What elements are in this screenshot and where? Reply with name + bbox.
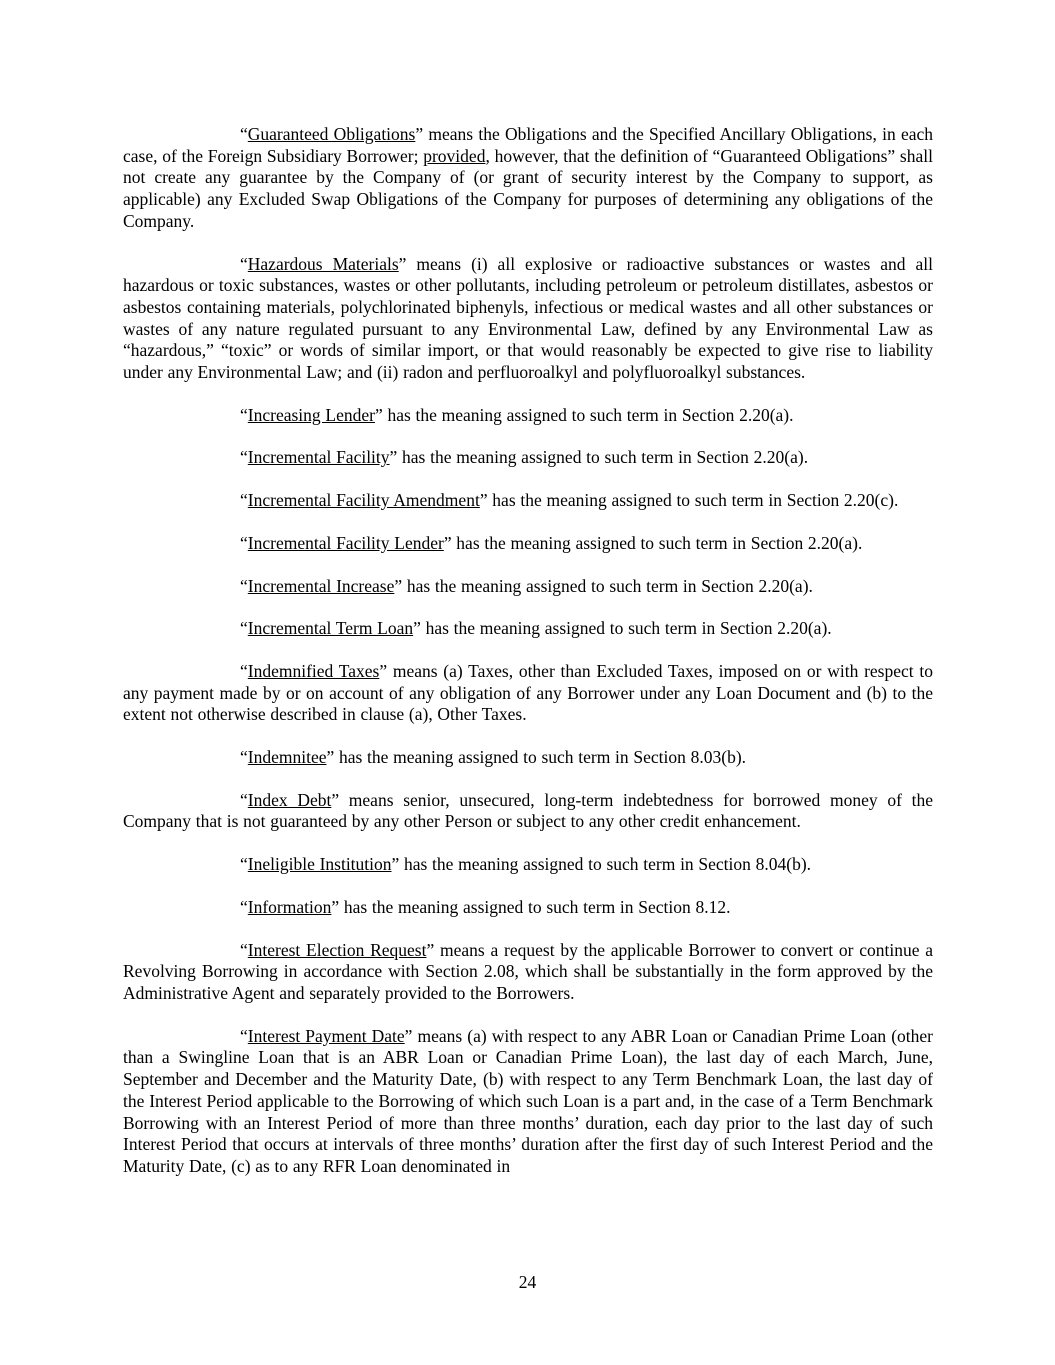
defined-term: Hazardous Materials [247,253,399,274]
document-body [123,124,933,1199]
body-text-segment: “ [240,1025,248,1046]
body-text-segment: “ [240,124,248,144]
body-text-segment: , however, that the definition of “Guaranteed Obligations” shall not create any guarantee by the Company of (or grant of security interest by the Company to support, as applicable) any Excluded Swap Obligations of the Company for purposes of determining any obligations of the Company. [123,145,933,231]
defined-term: Incremental Facility Lender [247,532,444,553]
definition-paragraph [123,533,933,555]
definition-paragraph [123,618,933,640]
definition-paragraph [123,124,933,233]
body-text-segment: “ [240,490,248,511]
body-text-segment: “ [240,575,248,596]
body-text-segment: “ [240,253,248,274]
defined-term: provided [423,145,486,166]
defined-term: Interest Payment Date [247,1025,405,1046]
body-text-segment: ” means a request by the applicable Borrower to convert or continue a Revolving Borrowing in accordance with Section 2.08, which shall be substantially in the form approved by the Administrative Agent and separately provided to the Borrowers. [123,939,933,1003]
body-text-segment: ” has the meaning assigned to such term in Section 2.20(a). [413,618,832,639]
defined-term: Increasing Lender [247,404,375,425]
body-text-segment: ” means (a) Taxes, other than Excluded Taxes, imposed on or with respect to any payment made by or on account of any obligation of any Borrower under any Loan Document and (b) to the extent not otherwise described in clause (a), Other Taxes. [123,660,933,725]
body-text-segment: “ [240,532,248,553]
definition-paragraph [123,897,933,919]
definition-paragraph [123,254,933,384]
defined-term: Index Debt [247,789,332,810]
definition-paragraph [123,490,933,512]
body-text-segment: “ [240,404,248,425]
defined-term: Incremental Increase [247,575,395,596]
defined-term: Information [247,896,332,917]
defined-term: Incremental Term Loan [247,618,414,639]
definition-paragraph [123,790,933,833]
definition-paragraph [123,1026,933,1178]
body-text-segment: ” has the meaning assigned to such term in Section 8.04(b). [391,854,812,875]
body-text-segment: ” means (a) with respect to any ABR Loan or Canadian Prime Loan (other than a Swingline Loan that is an ABR Loan or Canadian Prime Loan), the last day of each March, June, September and December and the Maturity Date, (b) with respect to any Term Benchmark Loan, the last day of the Interest Period applicable to the Borrowing of which such Loan is a part and, in the case of a Term Benchmark Borrowing with an Interest Period of more than three months’ duration, each day prior to the last day of such Interest Period that occurs at intervals of three months’ duration after the first day of such Interest Period and the Maturity Date, (c) as to any RFR Loan denominated in [123,1025,933,1176]
defined-term: Indemnitee [247,747,327,768]
body-text-segment: ” has the meaning assigned to such term in Section 8.12. [331,896,731,917]
body-text-segment: ” has the meaning assigned to such term in Section 2.20(a). [443,532,863,553]
defined-term: Incremental Facility [247,447,390,468]
body-text-segment: “ [240,447,248,468]
definition-paragraph [123,940,933,1005]
body-text-segment: ” means senior, unsecured, long-term indebtedness for borrowed money of the Company that is not guaranteed by any other Person or subject to any other credit enhancement. [123,789,933,832]
definition-paragraph [123,661,933,726]
body-text-segment: “ [240,854,248,875]
body-text-segment: “ [240,747,248,768]
definition-paragraph [123,405,933,427]
body-text-segment: “ [240,896,248,917]
body-text-segment: ” has the meaning assigned to such term in Section 8.03(b). [326,747,747,768]
body-text-segment: ” has the meaning assigned to such term in Section 2.20(a). [394,575,813,596]
defined-term: Guaranteed Obligations [247,124,416,144]
definition-paragraph [123,854,933,876]
defined-term: Indemnified Taxes [247,660,380,681]
body-text-segment: ” has the meaning assigned to such term in Section 2.20(a). [389,447,809,468]
body-text-segment: ” means (i) all explosive or radioactive substances or wastes and all hazardous or toxic substances, wastes or other pollutants, including petroleum or petroleum distillates, asbestos or asbestos containing materials, polychlorinated biphenyls, infectious or medical wastes and all other substances or wastes of any nature regulated pursuant to any Environmental Law, defined by any Environmental Law as “hazardous,” “toxic” or words of similar import, or that would reasonably be expected to give rise to liability under any Environmental Law; and (ii) radon and perfluoroalkyl and polyfluoroalkyl substances. [123,253,933,383]
body-text-segment: ” has the meaning assigned to such term in Section 2.20(a). [374,404,794,425]
definition-paragraph [123,747,933,769]
defined-term: Interest Election Request [247,939,427,960]
definition-paragraph [123,576,933,598]
body-text-segment: ” has the meaning assigned to such term in Section 2.20(c). [479,490,899,511]
body-text-segment: “ [240,789,248,810]
body-text-segment: “ [240,618,248,639]
defined-term: Ineligible Institution [247,854,392,875]
page-number: 24 [518,1272,537,1292]
body-text-segment: “ [240,939,248,960]
definition-paragraph [123,447,933,469]
body-text-segment: ” means the Obligations and the Specified Ancillary Obligations, in each case, of the Foreign Subsidiary Borrower; [123,124,933,166]
defined-term: Incremental Facility Amendment [247,490,480,511]
body-text-segment: “ [240,660,248,681]
